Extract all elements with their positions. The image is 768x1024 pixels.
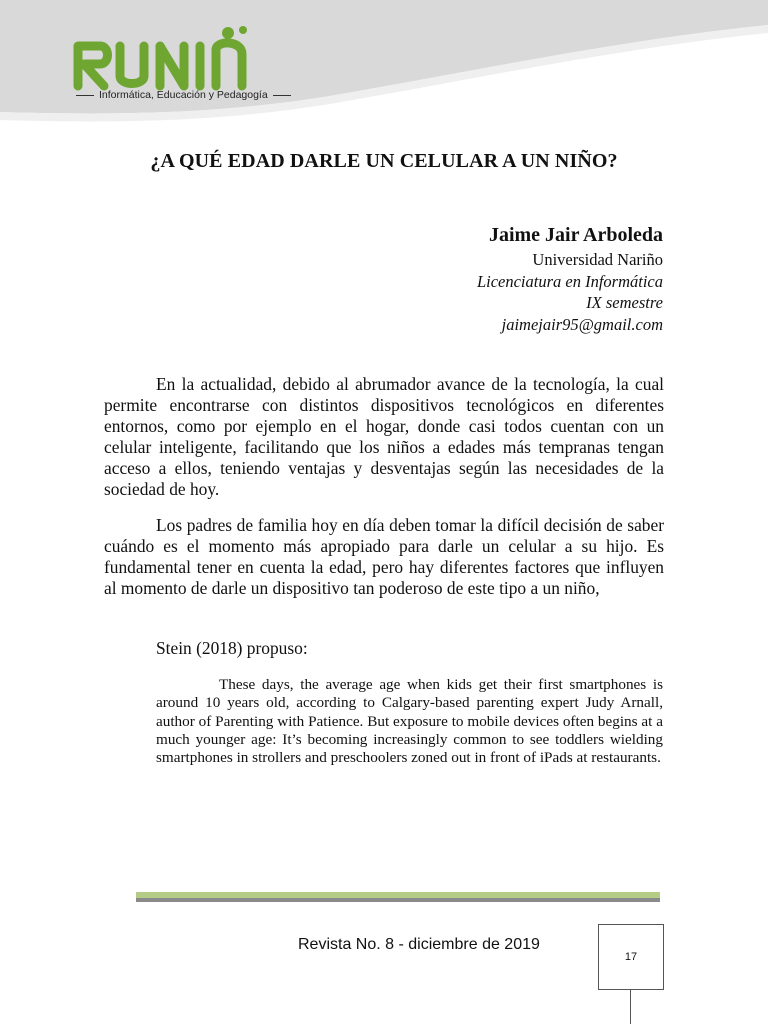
author-semester: IX semestre — [586, 293, 663, 312]
page-number-box — [598, 924, 664, 990]
article-title: ¿A QUÉ EDAD DARLE UN CELULAR A UN NIÑO? — [150, 150, 618, 172]
paragraph-2 — [104, 515, 664, 599]
author-program: Licenciatura en Informática — [476, 271, 663, 291]
author-block — [477, 221, 663, 335]
footer-rule-gray — [136, 898, 660, 902]
tagline-dash-left — [76, 95, 94, 96]
author-university: Universidad Nariño — [532, 250, 663, 269]
runin-logo — [70, 24, 280, 94]
author-name: Jaime Jair Arboleda — [488, 224, 663, 246]
tagline-dash-right — [273, 95, 291, 96]
logo-tagline — [76, 89, 291, 101]
paragraph-text: Los padres de familia hoy en día deben tomar la difícil decisión de saber cuándo es el momento más apropiado para darle un celular a su hijo. Es fundamental tener en cuenta la edad, pero hay diferentes factores que influyen al momento de darle un dispositivo tan poderoso de este tipo a un niño, — [104, 515, 664, 598]
block-quote — [156, 676, 663, 767]
citation-intro: Stein (2018) propuso: — [156, 638, 308, 658]
paragraph-text: En la actualidad, debido al abrumador avance de la tecnología, la cual permite encontrarse con distintos dispositivos tecnológicos en diferentes entornos, como por ejemplo en el hogar, donde casi todos cuentan con un celular inteligente, facilitando que los niños a edades más tempranas tengan acceso a ellos, teniendo ventajas y desventajas según las necesidades de la sociedad de hoy. — [104, 374, 664, 499]
paragraph-1 — [104, 374, 664, 500]
tagline-text: Informática, Educación y Pedagogía — [99, 89, 268, 101]
journal-issue: Revista No. 8 - diciembre de 2019 — [298, 936, 540, 953]
page-number: 17 — [624, 951, 638, 963]
page-number-stem — [630, 989, 631, 1024]
quote-text: These days, the average age when kids get their first smartphones is around 10 years old, according to Calgary-based parenting expert Judy Arnall, author of Parenting with Patience. But exposure to mobile devices often begins at a much younger age: It’s becoming increasingly common to see toddlers wielding smartphones in strollers and preschoolers zoned out in front of iPads at restaurants. — [156, 676, 663, 767]
author-email: jaimejair95@gmail.com — [501, 314, 663, 334]
